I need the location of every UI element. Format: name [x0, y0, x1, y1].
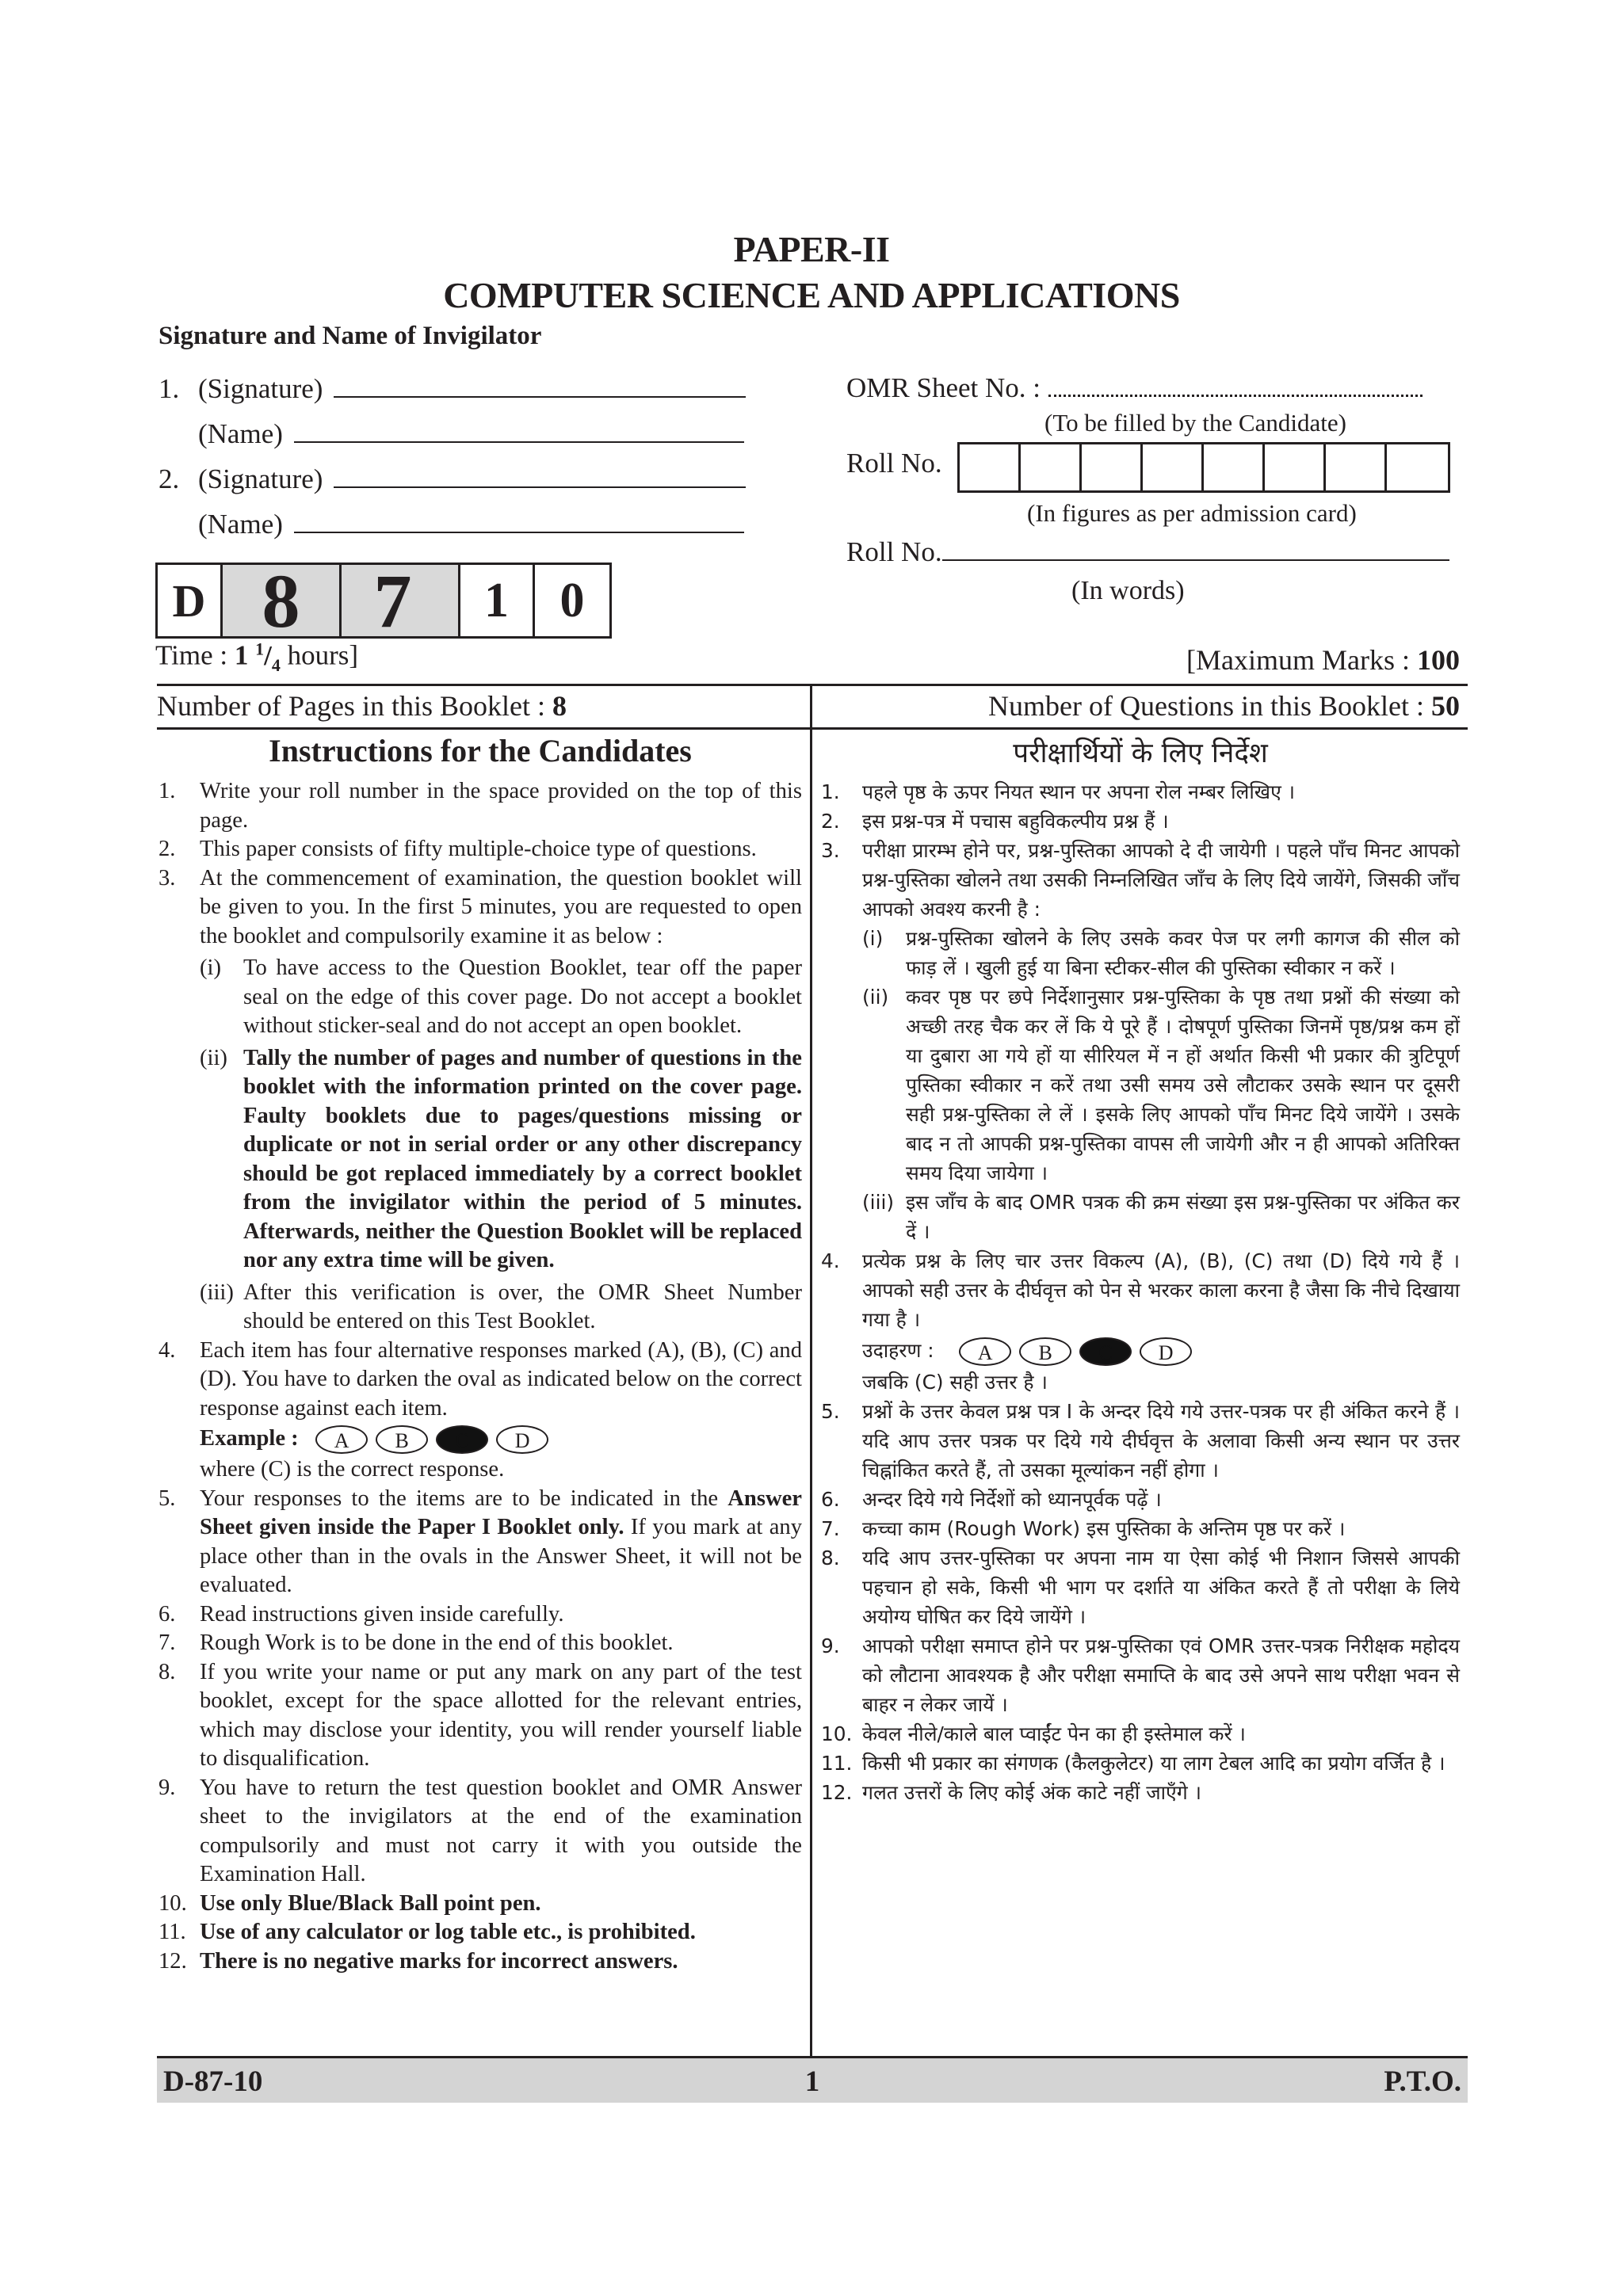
number-of-questions: Number of Questions in this Booklet : 50 — [988, 690, 1460, 722]
exam-time: Time : 1 $^1/_4$ hours] — [155, 639, 359, 675]
instruction-4: 4. Each item has four alternative responses marked (A), (B), (C) and (D). You have to darken the oval as indicated below on the correct response against each item. Example : A B C D where (C) is the correct response. — [158, 1337, 802, 1482]
hindi-oval-a: A — [959, 1337, 1011, 1366]
instruction-7: 7. Rough Work is to be done in the end of this booklet. — [158, 1630, 674, 1656]
invigilator-heading: Signature and Name of Invigilator — [158, 322, 542, 350]
roll-figures-note: (In figures as per admission card) — [1027, 499, 1357, 527]
hindi-instruction-8: 8. यदि आप उत्तर-पुस्तिका पर अपना नाम या ऐसा कोई भी निशान जिससे आपकी पहचान हो सके, किसी भी भाग पर दर्शाते या अंकित करते हैं तो परीक्षा के लिये अयोग्य घोषित कर दिये जायेंगे । — [821, 1547, 1460, 1628]
oval-b: B — [376, 1425, 428, 1454]
oval-d: D — [496, 1425, 548, 1454]
instruction-11: 11. Use of any calculator or log table etc., is prohibited. — [158, 1920, 696, 1945]
invigilator-1-signature[interactable]: 1. (Signature) — [158, 372, 746, 405]
invigilator-2-name[interactable]: (Name) — [198, 508, 744, 540]
english-instructions-heading: Instructions for the Candidates — [269, 733, 692, 769]
booklet-code: D 8 7 1 0 — [155, 563, 612, 639]
instruction-2: 2. This paper consists of fifty multiple-choice type of questions. — [158, 837, 757, 861]
invigilator-1-name[interactable]: (Name) — [198, 418, 744, 450]
example-ovals: Example : A B C D — [200, 1425, 802, 1454]
footer-page-number: 1 — [804, 2065, 820, 2098]
hindi-oval-d: D — [1140, 1337, 1192, 1366]
instruction-10: 10. Use only Blue/Black Ball point pen. — [158, 1890, 541, 1916]
instruction-5: 5. Your responses to the items are to be indicated in the Answer Sheet given inside the Paper I Booklet only. If you mark at any place other than in the ovals in the Answer Sheet, it will not be evaluated. — [158, 1486, 802, 1598]
hindi-instruction-9: 9. आपको परीक्षा समाप्त होने पर प्रश्न-पुस्तिका एवं OMR उत्तर-पत्रक निरीक्षक महोदय को लौटाना आवश्यक है और परीक्षा समाप्ति के बाद उसे अपने साथ परीक्षा भवन से बाहर न लेकर जायें । — [821, 1634, 1460, 1716]
oval-a: A — [315, 1425, 368, 1454]
instruction-12: 12. There is no negative marks for incorrect answers. — [158, 1948, 678, 1974]
footer-pto: P.T.O. — [1384, 2065, 1461, 2098]
hindi-instruction-6: 6. अन्दर दिये गये निर्देशों को ध्यानपूर्वक पढ़ें । — [821, 1488, 1162, 1511]
maximum-marks: [Maximum Marks : 100 — [1186, 644, 1460, 676]
instruction-3: 3. At the commencement of examination, the question booklet will be given to you. In the first 5 minutes, you are requested to open the booklet and compulsorily examine it as below : (i) To have access to the Question Booklet, tear off the paper seal on the edge of this cover page. Do not accept a booklet without sticker-seal and do not accept an open booklet. (ii) Tally the number of pages and number of questions in the booklet with the information printed on the cover page. Faulty booklets due to pages/questions missing or duplicate or not in serial order or any other discrepancy should be got replaced immediately by a correct booklet from the invigilator within the period of 5 minutes. Afterwards, neither the Question Booklet will be replaced nor any extra time will be given. (iii) After this verification is over, the OMR Sheet Number should be entered on this Test Booklet. — [158, 865, 802, 1333]
hindi-instruction-7: 7. कच्चा काम (Rough Work) इस पुस्तिका के अन्तिम पृष्ठ पर करें । — [821, 1517, 1346, 1540]
roll-words-note: (In words) — [1071, 576, 1185, 605]
hindi-oval-c-filled: C — [1079, 1337, 1132, 1366]
hindi-instruction-2: 2. इस प्रश्न-पत्र में पचास बहुविकल्पीय प्रश्न हैं । — [821, 810, 1169, 833]
page-footer — [157, 2058, 1468, 2103]
instruction-6: 6. Read instructions given inside carefully. — [158, 1601, 564, 1627]
hindi-instruction-11: 11. किसी भी प्रकार का संगणक (कैलकुलेटर) या लाग टेबल आदि का प्रयोग वर्जित है । — [821, 1752, 1445, 1775]
footer-code: D-87-10 — [163, 2065, 263, 2098]
invigilator-2-signature[interactable]: 2. (Signature) — [158, 463, 746, 495]
hindi-oval-b: B — [1019, 1337, 1071, 1366]
hindi-instructions-heading: परीक्षार्थियों के लिए निर्देश — [1013, 738, 1268, 769]
hindi-instruction-10: 10. केवल नीले/काले बाल प्वाईंट पेन का ही इस्तेमाल करें । — [821, 1722, 1246, 1745]
instruction-8: 8. If you write your name or put any mark on any part of the test booklet, except for the space allotted for the relevant entries, which may disclose your identity, you will render yourself liable to disqualification. — [158, 1659, 802, 1772]
roll-number-boxes[interactable] — [957, 442, 1450, 493]
omr-sheet-number[interactable]: OMR Sheet No. : — [846, 372, 1423, 404]
roll-number-words[interactable]: Roll No. — [846, 536, 1449, 568]
hindi-instruction-5: 5. प्रश्नों के उत्तर केवल प्रश्न पत्र I के अन्दर दिये गये उत्तर-पत्रक पर ही अंकित करने हैं । यदि आप उत्तर पत्रक पर दिये गये दीर्घवृत्त के अलावा किसी अन्य स्थान पर उत्तर चिह्नांकित करते हैं, तो उसका मूल्यांकन नहीं होगा । — [821, 1400, 1460, 1482]
hindi-example-ovals: उदाहरण : A B C D — [862, 1336, 1460, 1366]
instruction-1: 1. Write your roll number in the space provided on the top of this page. — [158, 779, 802, 833]
omr-note: (To be filled by the Candidate) — [1044, 409, 1346, 437]
hindi-instruction-1: 1. पहले पृष्ठ के ऊपर नियत स्थान पर अपना रोल नम्बर लिखिए । — [821, 780, 1296, 803]
hindi-instruction-3: 3. परीक्षा प्रारम्भ होने पर, प्रश्न-पुस्तिका आपको दे दी जायेगी । पहले पाँच मिनट आपको प्रश्न-पुस्तिका खोलने तथा उसकी निम्नलिखित जाँच के लिए दिये जायेंगे, जिसकी जाँच आपको अवश्य करनी है : (i) प्रश्न-पुस्तिका खोलने के लिए उसके कवर पेज पर लगी कागज की सील को फाड़ लें । खुली हुई या बिना स्टीकर-सील की पुस्तिका स्वीकार न करें । (ii) कवर पृष्ठ पर छपे निर्देशानुसार प्रश्न-पुस्तिका के पृष्ठ तथा प्रश्नों की संख्या को अच्छी तरह चैक कर लें कि ये पूरे हैं । दोषपूर्ण पुस्तिका जिनमें पृष्ठ/प्रश्न कम हों या दुबारा आ गये हों या सीरियल में न हों अर्थात किसी भी प्रकार की त्रुटिपूर्ण पुस्तिका स्वीकार न करें तथा उसी समय उसे लौटाकर उसके स्थान पर दूसरी सही प्रश्न-पुस्तिका ले लें । इसके लिए आपको पाँच मिनट दिये जायेंगे । उसके बाद न तो आपकी प्रश्न-पुस्तिका वापस ली जायेगी और न ही आपको अतिरिक्त समय दिया जायेगा । (iii) इस जाँच के बाद OMR पत्रक की क्रम संख्या इस प्रश्न-पुस्तिका पर अंकित कर दें । — [821, 839, 1460, 1243]
paper-title: PAPER-II — [733, 229, 890, 269]
instruction-9: 9. You have to return the test question booklet and OMR Answer sheet to the invigilators at the end of the examination compulsorily and must not carry it with you outside the Examination Hall. — [158, 1775, 802, 1887]
hindi-instructions — [821, 727, 1460, 1807]
oval-c-filled: C — [436, 1425, 488, 1454]
hindi-instruction-12: 12. गलत उत्तरों के लिए कोई अंक काटे नहीं जाएँगे । — [821, 1781, 1201, 1804]
subject-title: COMPUTER SCIENCE AND APPLICATIONS — [443, 275, 1180, 315]
number-of-pages: Number of Pages in this Booklet : 8 — [157, 690, 567, 722]
hindi-instruction-4: 4. प्रत्येक प्रश्न के लिए चार उत्तर विकल्प (A), (B), (C) तथा (D) दिये गये हैं । आपको सही उत्तर के दीर्घवृत्त को पेन से भरकर काला करना है जैसा कि नीचे दिखाया गया है । उदाहरण : A B C D जबकि (C) सही उत्तर है । — [821, 1249, 1460, 1394]
roll-number-label: Roll No. — [846, 448, 942, 479]
english-instructions — [158, 727, 802, 1976]
